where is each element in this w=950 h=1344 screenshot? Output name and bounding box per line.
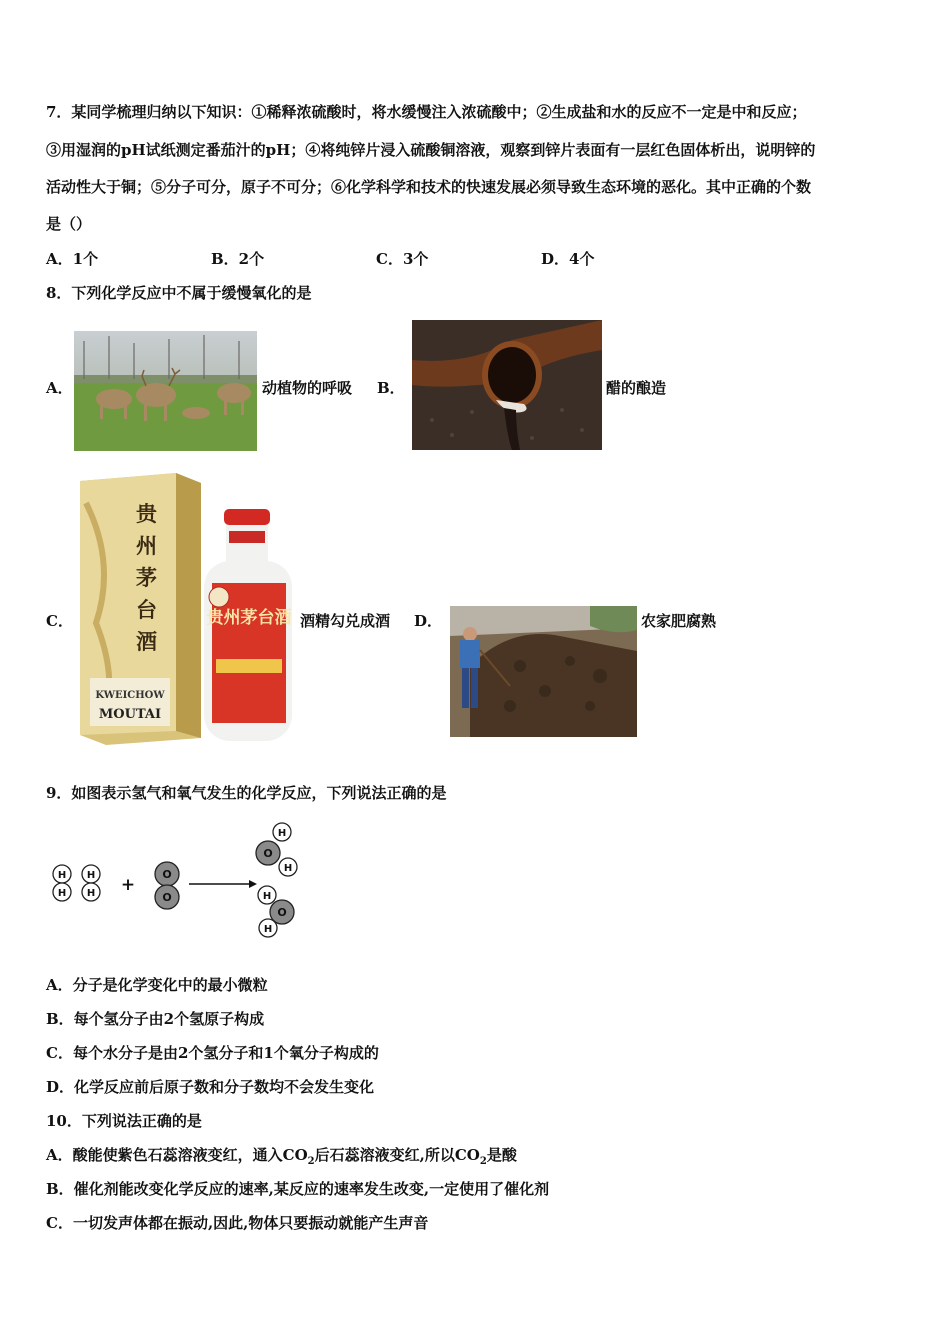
q7-stem-line-3: 活动性大于铜；⑤分子可分，原子不可分；⑥化学科学和技术的快速发展必须导致生态环境的恶化。其中正确的个数 <box>46 178 812 196</box>
q8-option-d-letter[interactable]: D． <box>414 612 443 630</box>
q10-option-b[interactable]: B．催化剂能改变化学反应的速率,某反应的速率发生改变,一定使用了催化剂 <box>46 1180 550 1198</box>
svg-text:O: O <box>162 891 172 904</box>
q9-option-a[interactable]: A．分子是化学变化中的最小微粒 <box>46 976 268 994</box>
q7-stem-line-2: ③用湿润的pH试纸测定番茄汁的pH；④将纯锌片浸入硫酸铜溶液，观察到锌片表面有一层红色固体析出，说明锌的 <box>46 141 816 159</box>
q9-stem: 9．如图表示氢气和氧气发生的化学反应，下列说法正确的是 <box>46 784 447 802</box>
q8-option-a-letter[interactable]: A． <box>46 379 73 397</box>
q8-option-c-text: 酒精勾兑成酒 <box>300 612 391 630</box>
molecule-reaction-diagram <box>46 820 306 940</box>
vinegar-pouring-photo <box>412 320 602 450</box>
svg-text:H: H <box>57 870 67 881</box>
bottle-label-text: 贵州茅台酒 <box>206 608 292 628</box>
q8-stem: 8．下列化学反应中不属于缓慢氧化的是 <box>46 284 312 302</box>
svg-text:H: H <box>86 870 96 881</box>
reaction-arrow-icon <box>189 880 257 888</box>
svg-text:H: H <box>283 863 293 874</box>
q9-option-c[interactable]: C．每个水分子是由2个氢分子和1个氧分子构成的 <box>46 1044 379 1062</box>
q7-stem-line-1: 7．某同学梳理归纳以下知识：①稀释浓硫酸时，将水缓慢注入浓硫酸中；②生成盐和水的反应不一定是中和反应； <box>46 103 807 121</box>
plus-sign: + <box>120 875 136 895</box>
svg-text:H: H <box>277 828 287 839</box>
q7-stem-line-4: 是（） <box>46 215 92 233</box>
box-brand-cn: 贵州茅台酒 <box>136 501 157 654</box>
water-molecule-1 <box>256 823 297 876</box>
q8-option-a-text: 动植物的呼吸 <box>262 379 353 397</box>
q10-option-c[interactable]: C．一切发声体都在振动,因此,物体只要振动就能产生声音 <box>46 1214 429 1232</box>
svg-text:O: O <box>263 847 273 860</box>
q8-option-c-letter[interactable]: C． <box>46 612 73 630</box>
svg-text:H: H <box>262 891 272 902</box>
q7-option-c[interactable]: C．3个 <box>376 250 429 268</box>
svg-text:H: H <box>86 888 96 899</box>
deer-grassland-photo <box>74 331 257 451</box>
oxygen-molecule <box>155 862 179 909</box>
hydrogen-molecule-1 <box>53 865 71 901</box>
hydrogen-molecule-2 <box>82 865 100 901</box>
q7-option-a[interactable]: A．1个 <box>46 250 99 268</box>
q7-option-d[interactable]: D．4个 <box>541 250 595 268</box>
svg-text:O: O <box>162 868 172 881</box>
q10-option-a[interactable]: A．酸能使紫色石蕊溶液变红，通入$CO_2$后石蕊溶液变红,所以$CO_2$是酸 <box>46 1146 517 1167</box>
q10-stem: 10．下列说法正确的是 <box>46 1112 202 1130</box>
q7-options <box>46 248 641 269</box>
compost-pile-photo <box>450 606 637 737</box>
q7-option-b[interactable]: B．2个 <box>211 250 265 268</box>
moutai-liquor-photo <box>76 473 298 746</box>
q8-option-b-text: 醋的酿造 <box>606 379 667 397</box>
water-molecule-2 <box>258 886 294 937</box>
svg-text:H: H <box>57 888 67 899</box>
q8-option-b-letter[interactable]: B． <box>377 379 405 397</box>
svg-text:H: H <box>263 924 273 935</box>
q8-option-d-text: 农家肥腐熟 <box>641 612 717 630</box>
svg-text:O: O <box>277 906 287 919</box>
q9-option-b[interactable]: B．每个氢分子由2个氢原子构成 <box>46 1010 265 1028</box>
q9-option-d[interactable]: D．化学反应前后原子数和分子数均不会发生变化 <box>46 1078 375 1096</box>
box-brand-en-2: MOUTAI <box>98 707 162 722</box>
box-brand-en-1: KWEICHOW <box>95 690 165 701</box>
